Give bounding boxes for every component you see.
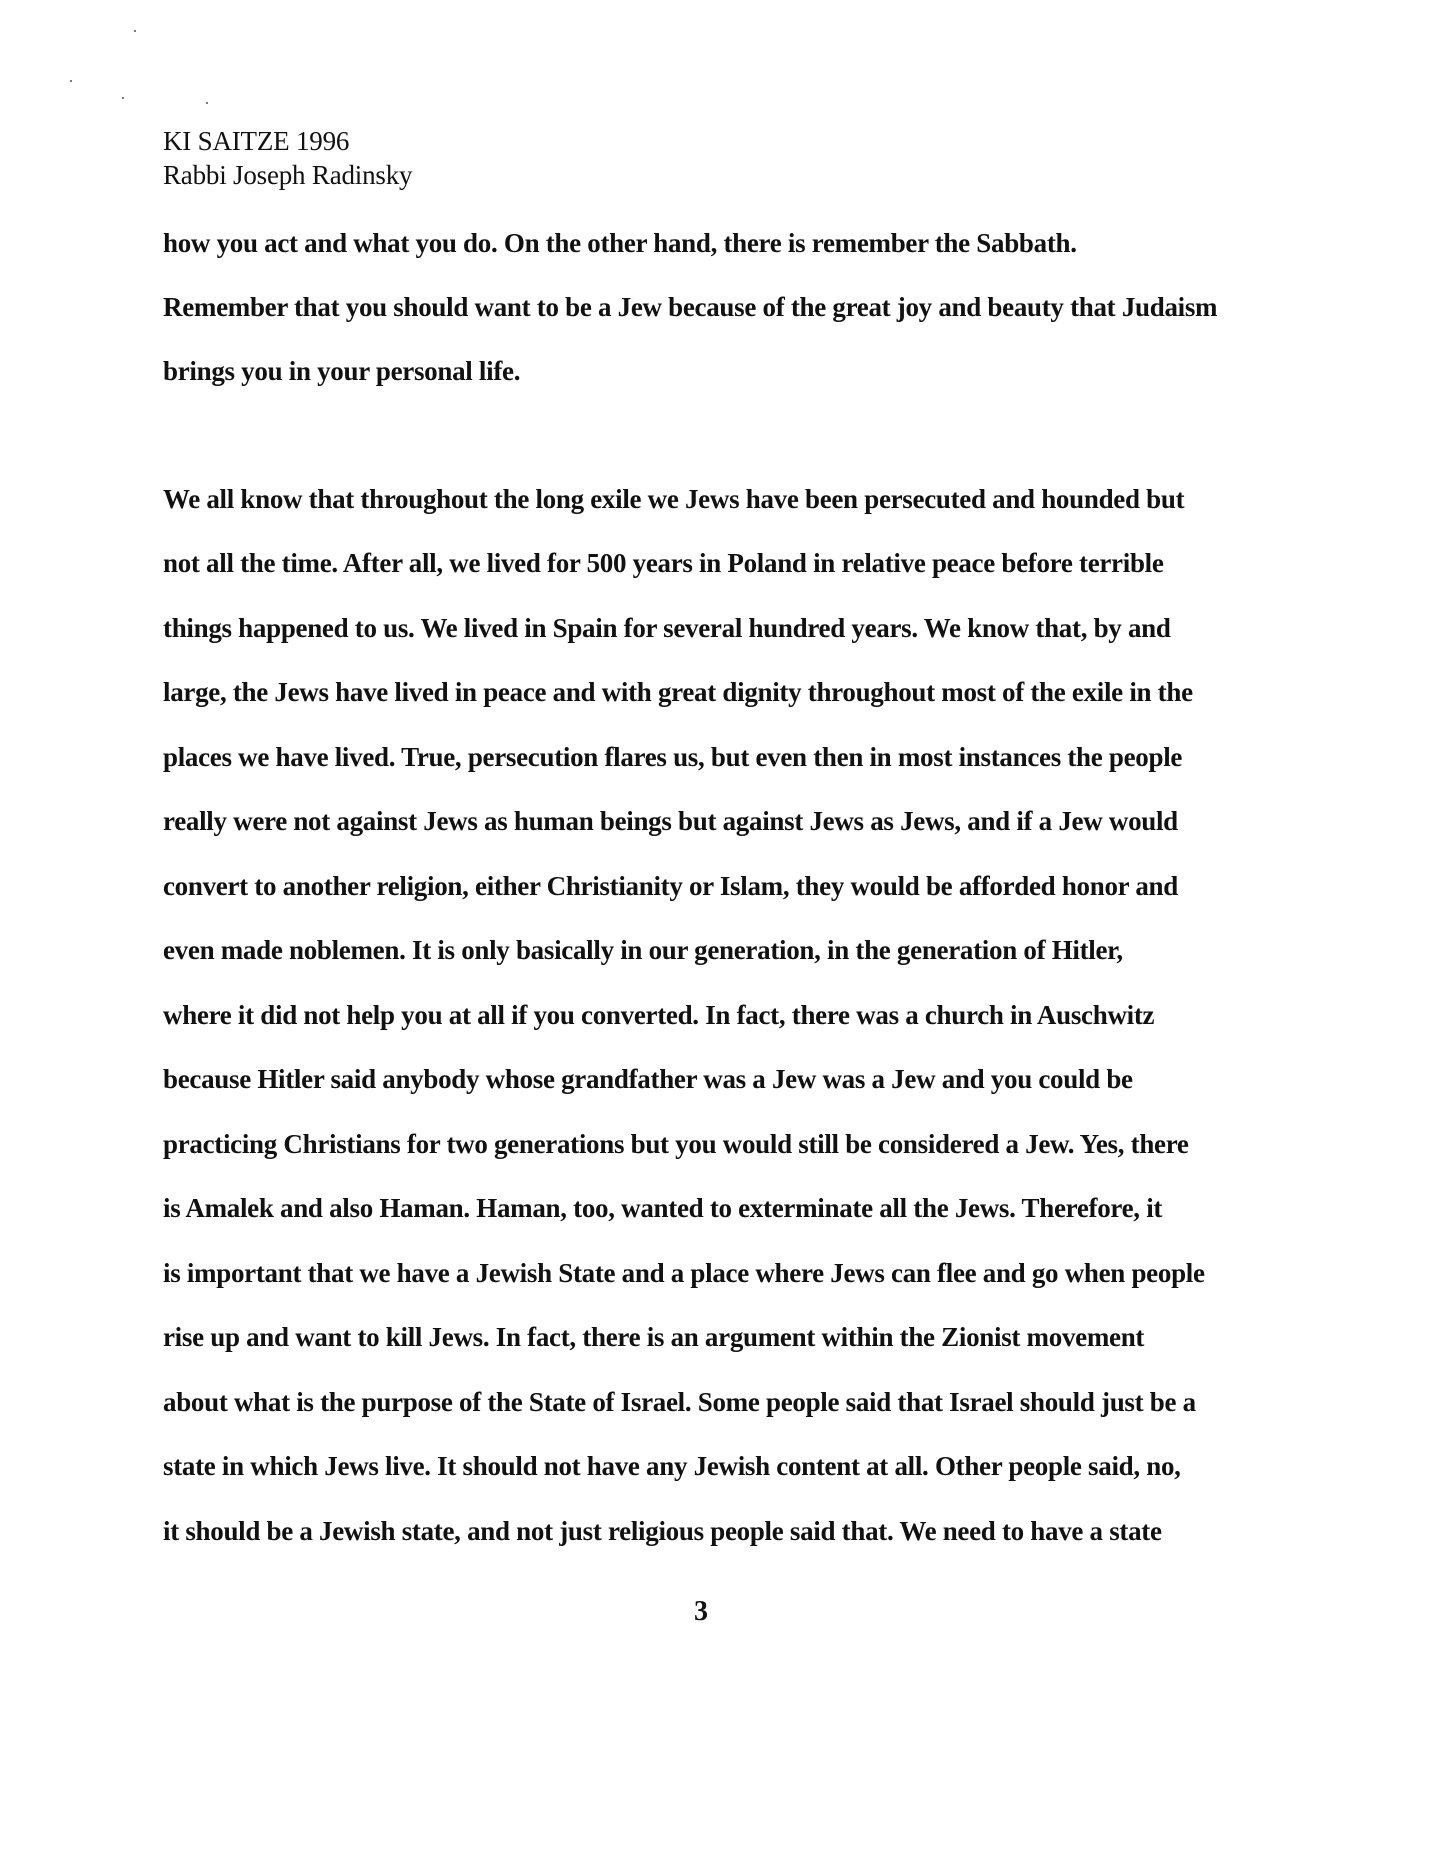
- text-line: Remember that you should want to be a Jew because of the great joy and beauty that Judaism: [163, 292, 1218, 322]
- text-line: because Hitler said anybody whose grandfather was a Jew was a Jew and you could be: [163, 1064, 1133, 1094]
- document-header: [163, 124, 412, 192]
- document-title: KI SAITZE 1996: [163, 126, 350, 156]
- scan-speck: [206, 102, 208, 104]
- text-line: how you act and what you do. On the other hand, there is remember the Sabbath.: [163, 228, 1077, 258]
- text-line: large, the Jews have lived in peace and with great dignity throughout most of the exile in the: [163, 677, 1193, 707]
- text-line: places we have lived. True, persecution flares us, but even then in most instances the people: [163, 742, 1183, 772]
- text-line: even made noblemen. It is only basically in our generation, in the generation of Hitler,: [163, 935, 1123, 965]
- text-line: brings you in your personal life.: [163, 356, 521, 386]
- document-author: Rabbi Joseph Radinsky: [163, 160, 413, 190]
- text-line: where it did not help you at all if you converted. In fact, there was a church in Auschwitz: [163, 1000, 1155, 1030]
- text-line: state in which Jews live. It should not have any Jewish content at all. Other people said, no,: [163, 1451, 1181, 1481]
- text-line: it should be a Jewish state, and not just religious people said that. We need to have a state: [163, 1516, 1162, 1546]
- page-number: 3: [694, 1596, 708, 1627]
- text-line: is Amalek and also Haman. Haman, too, wanted to exterminate all the Jews. Therefore, it: [163, 1193, 1163, 1223]
- text-line: not all the time. After all, we lived for 500 years in Poland in relative peace before terrible: [163, 548, 1164, 578]
- text-line: rise up and want to kill Jews. In fact, there is an argument within the Zionist movement: [163, 1322, 1145, 1352]
- text-line: really were not against Jews as human beings but against Jews as Jews, and if a Jew would: [163, 806, 1178, 836]
- text-line: things happened to us. We lived in Spain for several hundred years. We know that, by and: [163, 613, 1171, 643]
- text-line: We all know that throughout the long exile we Jews have been persecuted and hounded but: [163, 484, 1185, 514]
- scan-speck: [70, 80, 72, 82]
- text-line: about what is the purpose of the State of Israel. Some people said that Israel should just be a: [163, 1387, 1196, 1417]
- scan-speck: [134, 30, 136, 32]
- text-line: practicing Christians for two generations but you would still be considered a Jew. Yes, there: [163, 1129, 1189, 1159]
- scan-speck: [122, 97, 124, 99]
- text-line: is important that we have a Jewish State and a place where Jews can flee and go when people: [163, 1258, 1205, 1288]
- text-line: convert to another religion, either Christianity or Islam, they would be afforded honor and: [163, 871, 1178, 901]
